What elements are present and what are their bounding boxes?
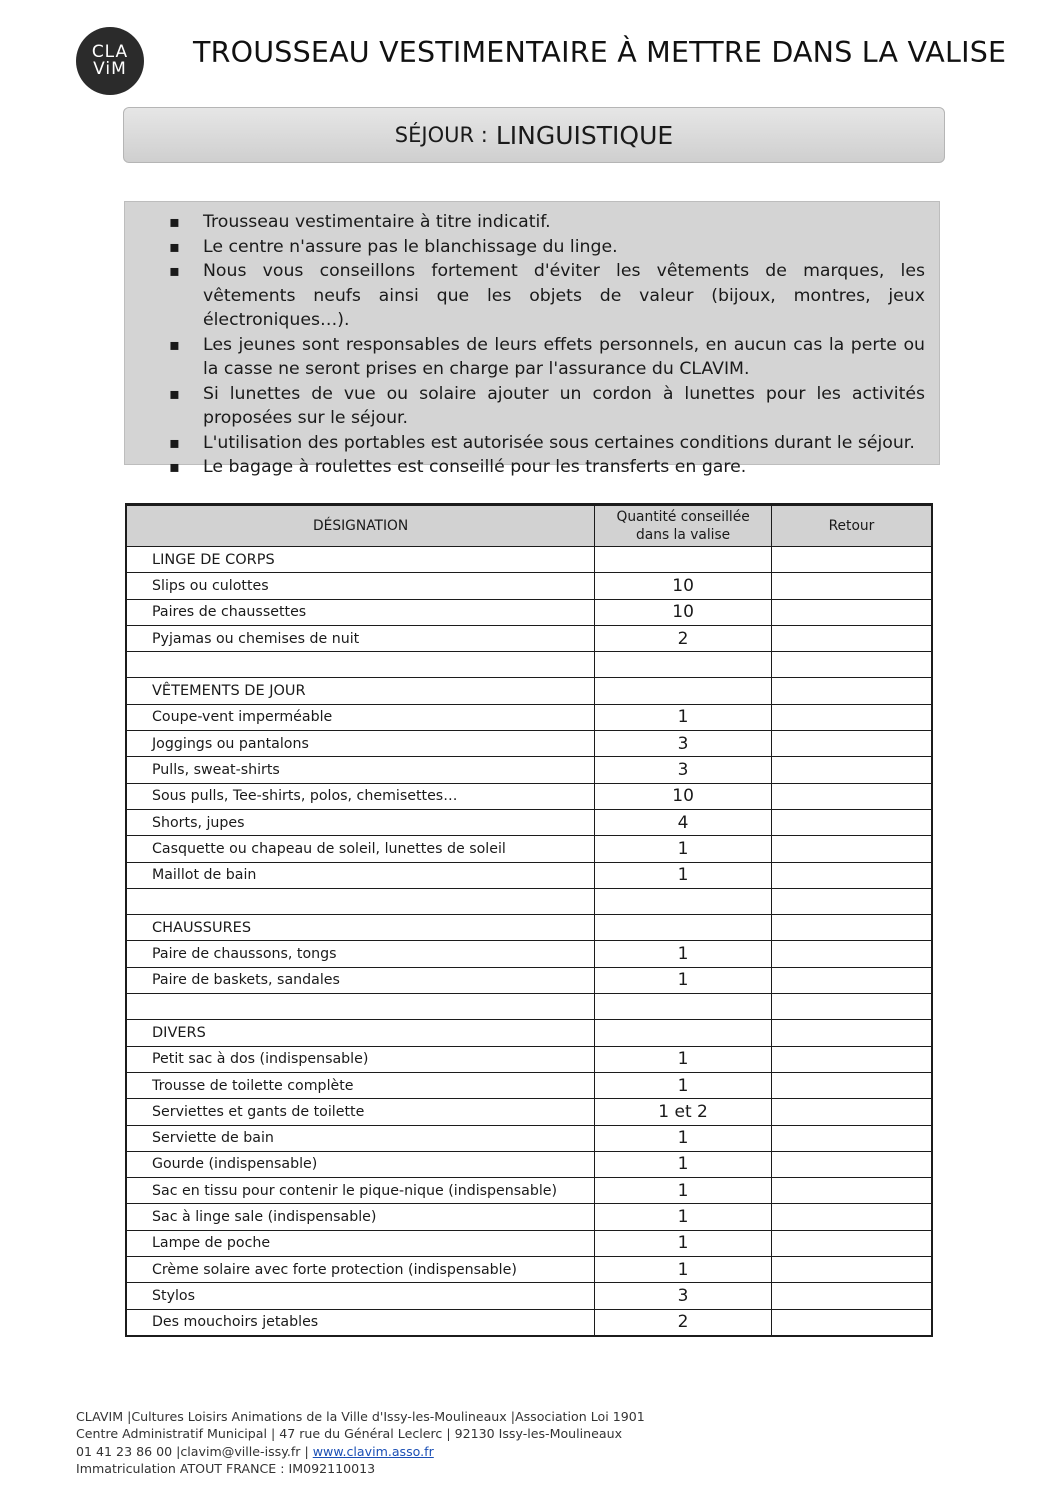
table-row (126, 836, 932, 862)
quantity-cell (595, 888, 772, 914)
table-row (126, 967, 932, 993)
header-quantity-line2: dans la valise (636, 527, 731, 543)
quantity-cell: 3 (595, 757, 772, 783)
retour-cell[interactable] (771, 888, 932, 914)
designation-cell: Crème solaire avec forte protection (indispensable) (126, 1257, 595, 1283)
table-row (126, 809, 932, 835)
website-link[interactable]: www.clavim.asso.fr (312, 1443, 434, 1459)
designation-cell: Serviettes et gants de toilette (126, 1099, 595, 1125)
retour-cell[interactable] (771, 941, 932, 967)
designation-cell: CHAUSSURES (126, 915, 595, 941)
designation-cell: Sous pulls, Tee-shirts, polos, chemisettes… (126, 783, 595, 809)
table-row (126, 731, 932, 757)
table-row (126, 1046, 932, 1072)
retour-cell[interactable] (771, 599, 932, 625)
note-item: ▪ Nous vous conseillons fortement d'éviter les vêtements de marques, les vêtements neufs ainsi que les objets de valeur (bijoux, montres, jeux électroniques…). (125, 259, 925, 333)
table-row (126, 1204, 932, 1230)
note-item: ▪ L'utilisation des portables est autorisée sous certaines conditions durant le séjour. (125, 431, 925, 456)
designation-cell: Slips ou culottes (126, 573, 595, 599)
designation-cell: Maillot de bain (126, 862, 595, 888)
note-item: ▪ Le centre n'assure pas le blanchissage du linge. (125, 235, 925, 260)
designation-cell: Sac à linge sale (indispensable) (126, 1204, 595, 1230)
table-row (126, 625, 932, 651)
quantity-cell: 1 (595, 1151, 772, 1177)
quantity-cell: 1 (595, 1257, 772, 1283)
quantity-cell: 1 (595, 967, 772, 993)
designation-cell (126, 994, 595, 1020)
table-row (126, 1230, 932, 1256)
sejour-label: SÉJOUR : (394, 123, 488, 147)
quantity-cell: 10 (595, 573, 772, 599)
retour-cell[interactable] (771, 994, 932, 1020)
notes-list (125, 202, 939, 480)
retour-cell[interactable] (771, 1151, 932, 1177)
quantity-cell: 1 (595, 1125, 772, 1151)
sejour-value: LINGUISTIQUE (495, 120, 674, 150)
quantity-cell: 1 (595, 941, 772, 967)
retour-cell[interactable] (771, 915, 932, 941)
table-row (126, 941, 932, 967)
retour-cell[interactable] (771, 1046, 932, 1072)
quantity-cell: 1 (595, 1230, 772, 1256)
quantity-cell: 10 (595, 599, 772, 625)
retour-cell[interactable] (771, 678, 932, 704)
retour-cell[interactable] (771, 1099, 932, 1125)
designation-cell: Sac en tissu pour contenir le pique-nique (indispensable) (126, 1178, 595, 1204)
sejour-banner (123, 107, 945, 163)
section-row (126, 547, 932, 573)
retour-cell[interactable] (771, 783, 932, 809)
quantity-cell: 1 (595, 836, 772, 862)
designation-cell: LINGE DE CORPS (126, 547, 595, 573)
retour-cell[interactable] (771, 1283, 932, 1309)
table-row (126, 862, 932, 888)
note-item: ▪ Trousseau vestimentaire à titre indicatif. (125, 210, 925, 235)
retour-cell[interactable] (771, 1020, 932, 1046)
table-row (126, 1072, 932, 1098)
retour-cell[interactable] (771, 704, 932, 730)
designation-cell: Stylos (126, 1283, 595, 1309)
quantity-cell: 10 (595, 783, 772, 809)
designation-cell: Paires de chaussettes (126, 599, 595, 625)
retour-cell[interactable] (771, 1257, 932, 1283)
note-item: ▪ Si lunettes de vue ou solaire ajouter un cordon à lunettes pour les activités proposées sur le séjour. (125, 382, 925, 431)
retour-cell[interactable] (771, 809, 932, 835)
retour-cell[interactable] (771, 1178, 932, 1204)
designation-cell (126, 888, 595, 914)
clavim-logo (76, 27, 144, 95)
designation-cell: Casquette ou chapeau de soleil, lunettes de soleil (126, 836, 595, 862)
table-row (126, 1099, 932, 1125)
retour-cell[interactable] (771, 1204, 932, 1230)
quantity-cell: 1 (595, 1178, 772, 1204)
designation-cell: DIVERS (126, 1020, 595, 1046)
table-row (126, 573, 932, 599)
quantity-cell: 2 (595, 1309, 772, 1336)
table-row (126, 1178, 932, 1204)
blank-row (126, 652, 932, 678)
table-body (126, 547, 932, 1336)
table-row (126, 1309, 932, 1336)
notes-box (124, 201, 940, 477)
designation-cell: Trousse de toilette complète (126, 1072, 595, 1098)
designation-cell: Pulls, sweat-shirts (126, 757, 595, 783)
designation-cell: Paire de chaussons, tongs (126, 941, 595, 967)
blank-row (126, 888, 932, 914)
retour-cell[interactable] (771, 836, 932, 862)
quantity-cell: 1 (595, 1072, 772, 1098)
retour-cell[interactable] (771, 652, 932, 678)
section-row (126, 915, 932, 941)
table-row (126, 599, 932, 625)
retour-cell[interactable] (771, 625, 932, 651)
header-retour: Retour (771, 505, 932, 547)
designation-cell: Lampe de poche (126, 1230, 595, 1256)
quantity-cell: 1 (595, 704, 772, 730)
quantity-cell: 1 (595, 1204, 772, 1230)
note-item: ▪ Les jeunes sont responsables de leurs effets personnels, en aucun cas la perte ou la casse ne seront prises en charge par l'assurance du CLAVIM. (125, 333, 925, 382)
section-row (126, 678, 932, 704)
table-header-row (126, 505, 932, 547)
blank-row (126, 994, 932, 1020)
items-table (125, 503, 933, 1337)
table-row (126, 1283, 932, 1309)
quantity-cell (595, 678, 772, 704)
quantity-cell: 1 (595, 1046, 772, 1072)
page-title: TROUSSEAU VESTIMENTAIRE À METTRE DANS LA VALISE (193, 36, 1007, 69)
logo-line-2: ViM (93, 59, 127, 79)
table-row (126, 1151, 932, 1177)
designation-cell: Petit sac à dos (indispensable) (126, 1046, 595, 1072)
retour-cell[interactable] (771, 1309, 932, 1336)
designation-cell: Joggings ou pantalons (126, 731, 595, 757)
designation-cell: Shorts, jupes (126, 809, 595, 835)
table-row (126, 757, 932, 783)
quantity-cell (595, 1020, 772, 1046)
footer-line-1: CLAVIM |Cultures Loisirs Animations de la Ville d'Issy-les-Moulineaux |Association Loi 1901 (76, 1409, 645, 1424)
quantity-cell: 3 (595, 731, 772, 757)
retour-cell[interactable] (771, 1072, 932, 1098)
retour-cell[interactable] (771, 862, 932, 888)
quantity-cell (595, 994, 772, 1020)
designation-cell: Paire de baskets, sandales (126, 967, 595, 993)
designation-cell: VÊTEMENTS DE JOUR (126, 678, 595, 704)
retour-cell[interactable] (771, 547, 932, 573)
footer-line-3 (76, 1443, 645, 1460)
designation-cell: Des mouchoirs jetables (126, 1309, 595, 1336)
note-item: ▪ Le bagage à roulettes est conseillé pour les transferts en gare. (125, 455, 925, 480)
header-quantity-line1: Quantité conseillée (616, 509, 750, 525)
table-row (126, 1257, 932, 1283)
retour-cell[interactable] (771, 1125, 932, 1151)
retour-cell[interactable] (771, 1230, 932, 1256)
designation-cell: Pyjamas ou chemises de nuit (126, 625, 595, 651)
logo-line-1: CLA (91, 42, 129, 62)
table-row (126, 783, 932, 809)
designation-cell: Serviette de bain (126, 1125, 595, 1151)
table-row (126, 704, 932, 730)
retour-cell[interactable] (771, 967, 932, 993)
footer-line-2: Centre Administratif Municipal | 47 rue du Général Leclerc | 92130 Issy-les-Moulineaux (76, 1426, 623, 1442)
quantity-cell (595, 547, 772, 573)
table-row (126, 1125, 932, 1151)
quantity-cell: 1 et 2 (595, 1099, 772, 1125)
designation-cell: Coupe-vent imperméable (126, 704, 595, 730)
quantity-cell: 2 (595, 625, 772, 651)
quantity-cell: 1 (595, 862, 772, 888)
retour-cell[interactable] (771, 757, 932, 783)
header-designation: DÉSIGNATION (126, 505, 595, 547)
header-quantity (595, 505, 772, 547)
section-row (126, 1020, 932, 1046)
footer-line-4: Immatriculation ATOUT FRANCE : IM092110013 (76, 1460, 376, 1476)
designation-cell (126, 652, 595, 678)
quantity-cell (595, 915, 772, 941)
quantity-cell (595, 652, 772, 678)
retour-cell[interactable] (771, 573, 932, 599)
footer-contact: 01 41 23 86 00 |clavim@ville-issy.fr | (76, 1443, 313, 1459)
designation-cell: Gourde (indispensable) (126, 1151, 595, 1177)
footer (76, 1408, 645, 1477)
retour-cell[interactable] (771, 731, 932, 757)
quantity-cell: 3 (595, 1283, 772, 1309)
quantity-cell: 4 (595, 809, 772, 835)
